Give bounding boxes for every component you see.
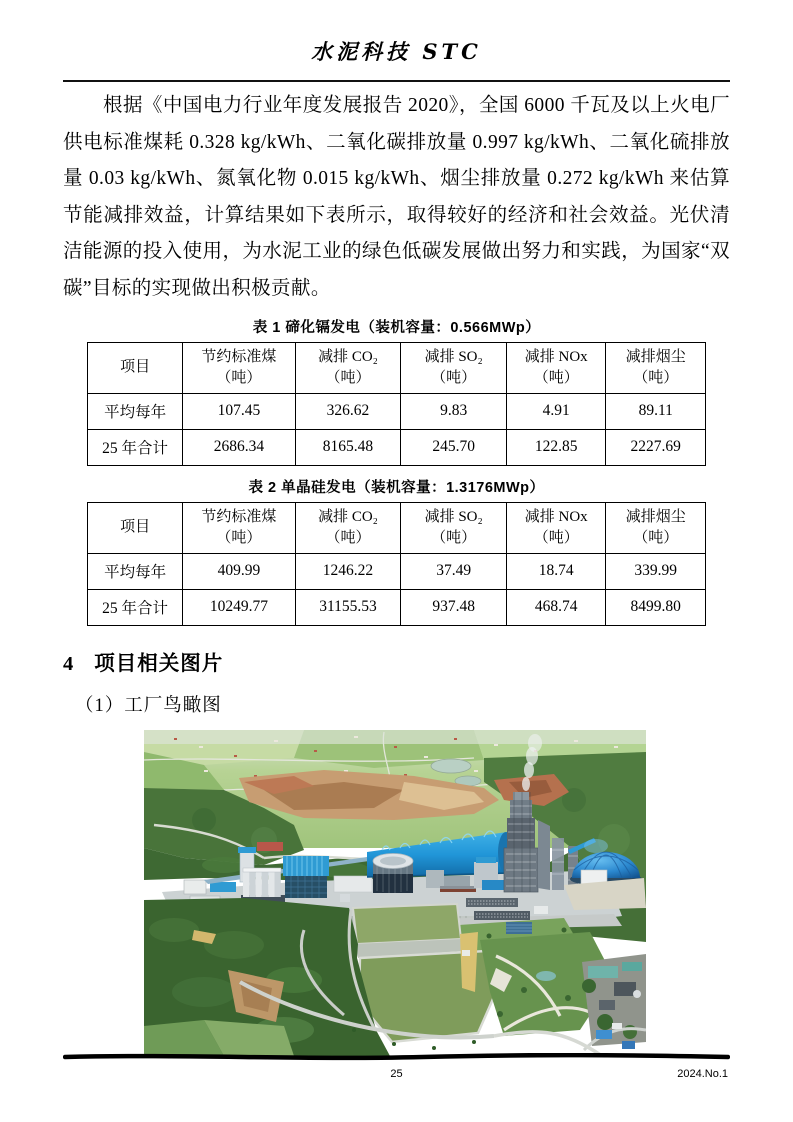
value-cell: 937.48 — [401, 589, 507, 625]
header-label: 减排烟尘 — [625, 348, 686, 365]
header-unit: （吨） — [533, 369, 579, 386]
value-cell: 89.11 — [606, 393, 706, 429]
header-rule — [63, 80, 730, 82]
header-label: 节约标准煤 — [201, 508, 277, 525]
header-label: 减排烟尘 — [625, 508, 686, 525]
header-cell — [88, 342, 183, 393]
value-cell: 31155.53 — [295, 589, 401, 625]
value-cell: 8499.80 — [606, 589, 706, 625]
header-unit: （吨） — [216, 529, 262, 546]
header-cell — [401, 502, 507, 553]
value-cell: 2686.34 — [183, 429, 295, 465]
value-cell: 245.70 — [401, 429, 507, 465]
right-yard — [582, 954, 646, 1050]
header-cell — [606, 342, 706, 393]
value-cell: 10249.77 — [183, 589, 295, 625]
header-unit: （吨） — [325, 529, 371, 546]
header-label: 项目 — [120, 359, 151, 376]
value-cell: 2227.69 — [606, 429, 706, 465]
value-cell: 107.45 — [183, 393, 295, 429]
value-cell: 9.83 — [401, 393, 507, 429]
value-cell: 1246.22 — [295, 553, 401, 589]
table1-header-row — [88, 342, 706, 393]
header-unit: （吨） — [533, 529, 579, 546]
header-label: 节约标准煤 — [201, 348, 277, 365]
figure-caption: （1）工厂鸟瞰图 — [75, 695, 222, 716]
header-unit: （吨） — [325, 369, 371, 386]
header-label: 减排 CO₂ — [318, 508, 378, 525]
page-header — [63, 0, 730, 82]
footer-rule — [63, 1053, 730, 1061]
value-cell: 37.49 — [401, 553, 507, 589]
header-label: 减排 SO₂ — [424, 508, 483, 525]
row-label: 平均每年 — [88, 393, 183, 429]
value-cell: 468.74 — [506, 589, 605, 625]
value-cell: 122.85 — [506, 429, 605, 465]
page-body — [63, 88, 730, 1056]
row-label: 平均每年 — [88, 553, 183, 589]
table2-caption: 表 2 单晶硅发电（装机容量：1.3176MWp） — [248, 479, 545, 496]
table1 — [87, 342, 706, 466]
clinker-silo — [373, 853, 413, 893]
table2 — [87, 502, 706, 626]
header-label: 减排 CO₂ — [318, 348, 378, 365]
section-title: 项目相关图片 — [94, 651, 224, 675]
header-cell — [183, 502, 295, 553]
header-unit: （吨） — [431, 529, 477, 546]
row-label: 25 年合计 — [88, 589, 183, 625]
value-cell: 409.99 — [183, 553, 295, 589]
section-number: 4 — [63, 652, 75, 675]
header-label: 项目 — [120, 519, 151, 536]
header-unit: （吨） — [633, 369, 679, 386]
page-footer — [63, 1048, 730, 1080]
page-number: 25 — [390, 1068, 403, 1080]
footer-row — [63, 1068, 730, 1080]
header-cell — [295, 502, 401, 553]
journal-title: 水泥科技 STC — [311, 39, 482, 64]
header-cell — [506, 502, 605, 553]
cement-silos — [241, 868, 285, 902]
value-cell: 4.91 — [506, 393, 605, 429]
header-unit: （吨） — [431, 369, 477, 386]
table-row — [88, 589, 706, 625]
header-label: 减排 NOx — [524, 348, 588, 365]
row-label: 25 年合计 — [88, 429, 183, 465]
header-cell — [183, 342, 295, 393]
value-cell: 8165.48 — [295, 429, 401, 465]
value-cell: 339.99 — [606, 553, 706, 589]
issue-label: 2024.No.1 — [677, 1068, 728, 1080]
factory-aerial-photo — [144, 730, 646, 1056]
header-unit: （吨） — [216, 369, 262, 386]
header-label: 减排 NOx — [524, 508, 588, 525]
aerial-photo-svg — [144, 730, 646, 1056]
table1-caption: 表 1 碲化镉发电（装机容量：0.566MWp） — [252, 319, 541, 336]
header-cell — [506, 342, 605, 393]
section-heading — [63, 646, 730, 676]
header-cell — [401, 342, 507, 393]
header-cell — [295, 342, 401, 393]
table-row — [88, 553, 706, 589]
header-unit: （吨） — [633, 529, 679, 546]
upper-pond — [353, 904, 464, 958]
value-cell: 18.74 — [506, 553, 605, 589]
header-cell — [88, 502, 183, 553]
header-cell — [606, 502, 706, 553]
header-label: 减排 SO₂ — [424, 348, 483, 365]
table-row — [88, 429, 706, 465]
table-row — [88, 393, 706, 429]
table2-header-row — [88, 502, 706, 553]
body-paragraph: 根据《中国电力行业年度发展报告 2020》，全国 6000 千瓦及以上火电厂供电标准煤耗 0.328 kg/kWh、二氧化碳排放量 0.997 kg/kWh、二氧化硫排放量 0.03 kg/kWh、氮氧化物 0.015 kg/kWh、烟尘排放量 0.272 kg/kWh 来估算节能减排效益，计算结果如下表所示，取得较好的经济和社会效益。光伏清洁能源的投入使用，为水泥工业的绿色低碳发展做出努力和实践，为国家“双碳”目标的实现做出积极贡献。 — [63, 95, 730, 299]
value-cell: 326.62 — [295, 393, 401, 429]
